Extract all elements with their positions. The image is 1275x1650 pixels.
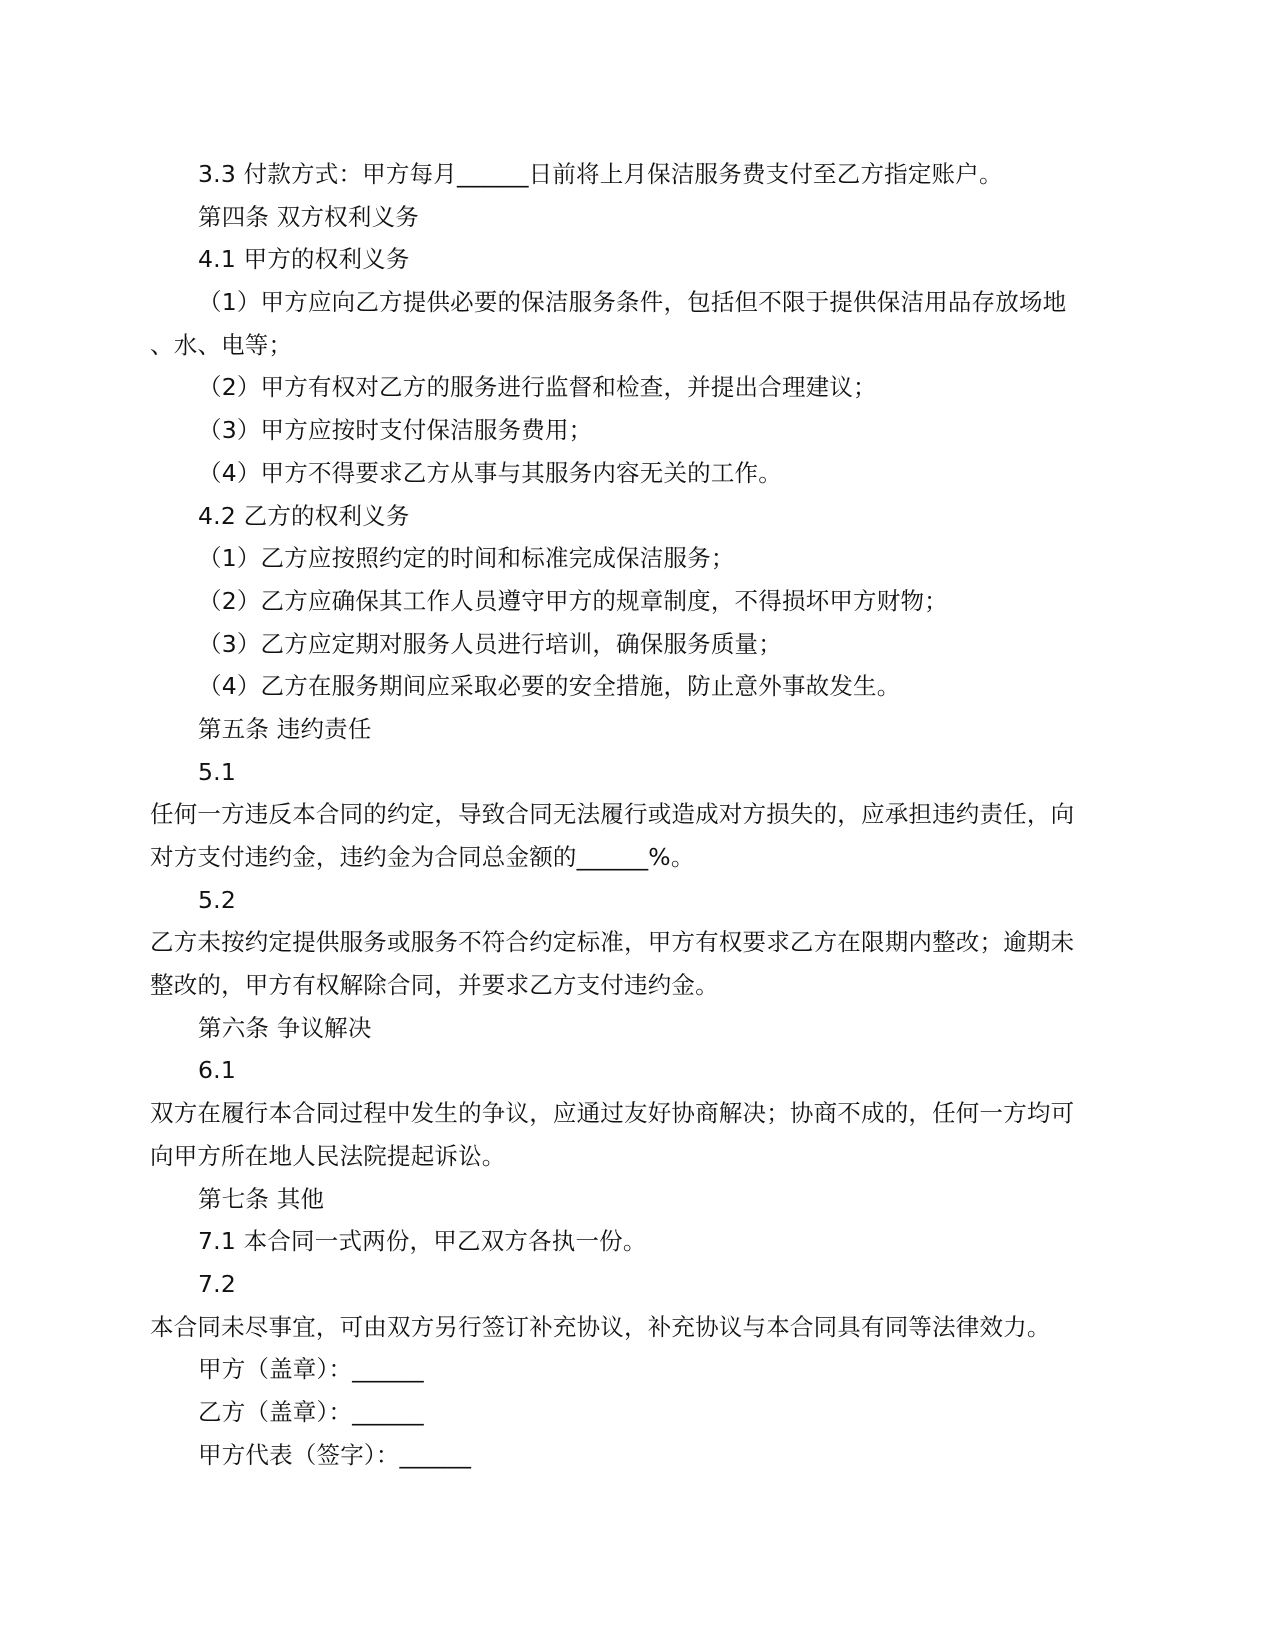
text-line: 7.1 本合同一式两份，甲乙双方各执一份。 — [198, 1227, 647, 1256]
text-line: 向甲方所在地人民法院提起诉讼。 — [150, 1141, 506, 1170]
text-line: 整改的，甲方有权解除合同，并要求乙方支付违约金。 — [150, 971, 719, 1000]
text-line: 5.1 — [198, 757, 236, 786]
text-line: 4.1 甲方的权利义务 — [198, 245, 410, 274]
text-line: （4）甲方不得要求乙方从事与其服务内容无关的工作。 — [198, 458, 782, 487]
text-line: 第五条 违约责任 — [198, 714, 372, 743]
text-line: 3.3 付款方式：甲方每月______日前将上月保洁服务费支付至乙方指定账户。 — [198, 160, 1003, 188]
text-line: 甲方代表（签字）：______ — [198, 1440, 472, 1469]
text-line: （2）乙方应确保其工作人员遵守甲方的规章制度，不得损坏甲方财物； — [198, 586, 948, 615]
text-line: （4）乙方在服务期间应采取必要的安全措施，防止意外事故发生。 — [198, 672, 901, 701]
text-line: 6.1 — [198, 1056, 236, 1085]
text-line: （3）乙方应定期对服务人员进行培训，确保服务质量； — [198, 629, 782, 658]
text-line: 任何一方违反本合同的约定，导致合同无法履行或造成对方损失的，应承担违约责任，向 — [150, 800, 1075, 829]
text-line: 双方在履行本合同过程中发生的争议，应通过友好协商解决；协商不成的，任何一方均可 — [150, 1099, 1075, 1128]
text-line: （1）乙方应按照约定的时间和标准完成保洁服务； — [198, 544, 735, 573]
text-line: 对方支付违约金，违约金为合同总金额的______%。 — [150, 843, 695, 871]
text-line: 4.2 乙方的权利义务 — [198, 501, 410, 530]
text-line: 第四条 双方权利义务 — [198, 202, 419, 231]
text-line: （2）甲方有权对乙方的服务进行监督和检查，并提出合理建议； — [198, 373, 877, 402]
text-line: 第六条 争议解决 — [198, 1013, 372, 1042]
text-line: 乙方（盖章）：______ — [198, 1397, 424, 1426]
text-line: （3）甲方应按时支付保洁服务费用； — [198, 416, 593, 445]
text-line: （1）甲方应向乙方提供必要的保洁服务条件，包括但不限于提供保洁用品存放场地 — [198, 288, 1067, 317]
contract-body — [150, 153, 1130, 1476]
text-line: 本合同未尽事宜，可由双方另行签订补充协议，补充协议与本合同具有同等法律效力。 — [150, 1312, 1051, 1341]
text-line: 7.2 — [198, 1269, 236, 1298]
text-line: 乙方未按约定提供服务或服务不符合约定标准，甲方有权要求乙方在限期内整改；逾期未 — [150, 928, 1075, 957]
text-line: 、水、电等； — [150, 330, 293, 359]
text-line: 5.2 — [198, 885, 236, 914]
text-line: 甲方（盖章）：______ — [198, 1355, 424, 1384]
text-line: 第七条 其他 — [198, 1184, 325, 1213]
